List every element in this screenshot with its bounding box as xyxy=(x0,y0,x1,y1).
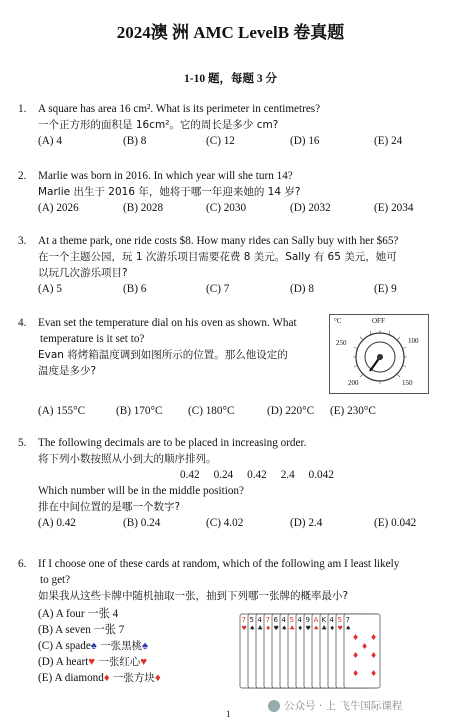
options-row xyxy=(38,200,458,216)
diamond-icon: ♦ xyxy=(154,672,161,684)
option-d: (D) 2032 xyxy=(290,202,331,214)
question-number: 1. xyxy=(18,103,27,115)
card-suit-icon: ♠ xyxy=(249,625,255,632)
question-number: 2. xyxy=(18,170,27,182)
option-e: (E) 0.042 xyxy=(374,517,417,529)
decimal-list: 0.42 0.24 0.42 2.4 0.042 xyxy=(180,469,334,481)
options-row xyxy=(38,403,458,419)
option-label-zh: 一张方块 xyxy=(109,672,155,684)
question-text-zh: 如果我从这些卡牌中随机抽取一张，抽到下列哪一张牌的概率最小? xyxy=(38,590,349,602)
question-text-en: Evan set the temperature dial on his oven as shown. What xyxy=(38,317,297,329)
card-suit-icon: ♠ xyxy=(281,625,287,632)
question-text-en: Marlie was born in 2016. In which year will she turn 14? xyxy=(38,170,293,182)
card-suit-icon: ♠ xyxy=(313,625,319,632)
oven-dial-graphic xyxy=(330,315,428,393)
question-text-zh: 在一个主题公园，玩 1 次游乐项目需要花费 8 美元。Sally 有 65 美元，她可 xyxy=(38,251,397,263)
option-d: (D) 220°C xyxy=(267,405,315,417)
option-c: (C) 4.02 xyxy=(206,517,244,529)
option-d: (D) 16 xyxy=(290,135,320,147)
diamond-pip-icon: ♦ xyxy=(370,669,378,678)
card-rank: 5 xyxy=(337,616,342,624)
option-a: (A) 5 xyxy=(38,283,62,295)
heart-icon: ♥ xyxy=(88,656,95,668)
question-text-zh: Evan 将烤箱温度调到如图所示的位置。那么他设定的 xyxy=(38,349,288,361)
option-c: (C) 12 xyxy=(206,135,235,147)
dial-label-off: OFF xyxy=(372,317,385,325)
card-suit-icon: ♣ xyxy=(289,625,295,632)
option-label: (B) A seven 一张 7 xyxy=(38,624,125,636)
option-c: (C) 2030 xyxy=(206,202,247,214)
option-e: (E) 9 xyxy=(374,283,397,295)
option-label-zh: 一张红心 xyxy=(94,656,141,668)
option-d: (D) 8 xyxy=(290,283,314,295)
card-rank: A xyxy=(313,616,319,624)
card-rank: 4 xyxy=(329,616,334,624)
question-text-zh: 一个正方形的面积是 16cm²。它的周长是多少 cm? xyxy=(38,119,279,131)
card-suit-icon: ♠ xyxy=(345,625,351,632)
card-rank: 7 xyxy=(265,616,270,624)
playing-cards-graphic xyxy=(238,612,384,692)
card-rank: 4 xyxy=(257,616,262,624)
option-label: (E) A diamond xyxy=(38,672,104,684)
diamond-pip-icon: ♦ xyxy=(361,642,369,651)
question-text-zh-cont: 排在中间位置的是哪一个数字? xyxy=(38,501,181,513)
diamond-pip-icon: ♦ xyxy=(370,633,378,642)
diamond-pip-icon: ♦ xyxy=(370,651,378,660)
card-suit-icon: ♣ xyxy=(321,625,327,632)
option-label: (C) A spade xyxy=(38,640,91,652)
spade-icon: ♠ xyxy=(90,640,97,652)
dial-unit-label: °C xyxy=(334,317,342,325)
option-label: (D) A heart xyxy=(38,656,89,668)
options-row xyxy=(38,133,458,149)
card-suit-icon: ♥ xyxy=(273,625,279,632)
watermark xyxy=(268,698,402,713)
option-a: (A) 155°C xyxy=(38,405,86,417)
card-suit-icon: ♥ xyxy=(337,625,343,632)
option-e: (E) 24 xyxy=(374,135,403,147)
card-suit-icon: ♦ xyxy=(329,625,335,632)
question-text-zh-cont: 温度是多少? xyxy=(38,365,97,377)
question-text-en: The following decimals are to be placed in increasing order. xyxy=(38,437,307,449)
question-text-en: A square has area 16 cm². What is its perimeter in centimetres? xyxy=(38,103,321,115)
option-b: (B) 2028 xyxy=(123,202,164,214)
option-c: (C) 180°C xyxy=(188,405,235,417)
card-rank: 9 xyxy=(305,616,310,624)
question-text-en-cont: Which number will be in the middle position? xyxy=(38,485,244,497)
options-row xyxy=(38,281,458,297)
option-b: (B) 6 xyxy=(123,283,147,295)
question-text-zh: Marlie 出生于 2016 年，她将于哪一年迎来她的 14 岁? xyxy=(38,186,301,198)
option-b: (B) 0.24 xyxy=(123,517,161,529)
option-a: (A) 0.42 xyxy=(38,517,76,529)
page-number: 1 xyxy=(226,709,231,719)
option-a: (A) 2026 xyxy=(38,202,79,214)
page-title: 2024澳 洲 AMC LevelB 卷真题 xyxy=(116,23,345,42)
option-b: (B) 8 xyxy=(123,135,147,147)
heart-icon: ♥ xyxy=(140,656,147,668)
question-number: 3. xyxy=(18,235,27,247)
card-rank: 4 xyxy=(281,616,286,624)
card-rank: 7 xyxy=(345,616,350,624)
option-label: (A) A four 一张 4 xyxy=(38,608,119,620)
question-text-zh-cont: 以玩几次游乐项目? xyxy=(38,267,128,279)
option-b: (B) 170°C xyxy=(116,405,163,417)
options-row xyxy=(38,515,458,531)
option-c: (C) 7 xyxy=(206,283,230,295)
diamond-pip-icon: ♦ xyxy=(352,633,360,642)
dial-label-200: 200 xyxy=(348,379,359,387)
option-a: (A) 4 xyxy=(38,135,62,147)
dial-label-150: 150 xyxy=(402,379,413,387)
playing-card xyxy=(344,614,380,688)
dial-label-100: 100 xyxy=(408,337,419,345)
card-rank: 6 xyxy=(273,616,278,624)
card-suit-icon: ♥ xyxy=(241,625,247,632)
card-suit-icon: ♦ xyxy=(297,625,303,632)
question-number: 6. xyxy=(18,558,27,570)
diamond-pip-icon: ♦ xyxy=(352,651,360,660)
card-rank: 7 xyxy=(241,616,246,624)
card-rank: 5 xyxy=(289,616,294,624)
oven-dial-figure xyxy=(329,314,429,394)
dial-label-250: 250 xyxy=(336,339,347,347)
card-suit-icon: ♣ xyxy=(257,625,263,632)
wechat-icon xyxy=(268,700,280,712)
card-rank: K xyxy=(321,616,327,624)
option-e: (E) 230°C xyxy=(330,405,376,417)
question-text-zh: 将下列小数按照从小到大的顺序排列。 xyxy=(38,453,217,465)
question-text-en: If I choose one of these cards at random, which of the following am I least likely xyxy=(38,558,400,570)
option-label-zh: 一张黑桃 xyxy=(96,640,143,652)
playing-cards-figure xyxy=(238,612,384,692)
card-rank: 4 xyxy=(297,616,302,624)
card-suit-icon: ♥ xyxy=(305,625,311,632)
question-number: 4. xyxy=(18,317,27,329)
question-text-en: At a theme park, one ride costs $8. How many rides can Sally buy with her $65? xyxy=(38,235,399,247)
section-subtitle: 1-10 题，每题 3 分 xyxy=(184,73,277,85)
question-text-en-cont: to get? xyxy=(40,574,71,586)
card-rank: 5 xyxy=(249,616,254,624)
card-suit-icon: ♦ xyxy=(265,625,271,632)
option-e: (E) 2034 xyxy=(374,202,414,214)
diamond-icon: ♦ xyxy=(103,672,110,684)
diamond-pip-icon: ♦ xyxy=(352,669,360,678)
question-text-en-cont: temperature is it set to? xyxy=(40,333,145,345)
option-d: (D) 2.4 xyxy=(290,517,323,529)
question-number: 5. xyxy=(18,437,27,449)
spade-icon: ♠ xyxy=(142,640,149,652)
watermark-text: 公众号 · 上 飞牛国际课程 xyxy=(284,700,403,712)
